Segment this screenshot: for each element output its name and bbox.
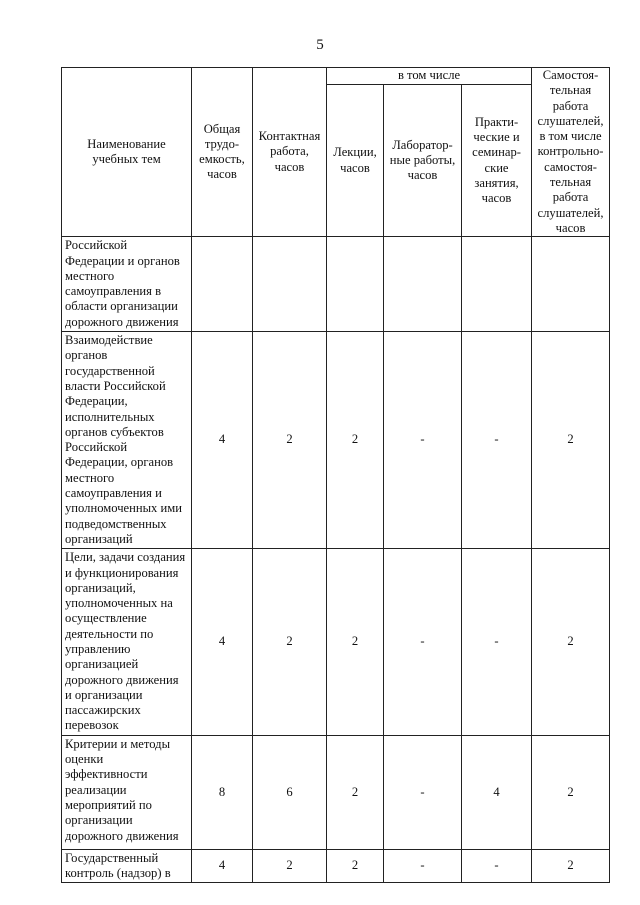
header-topic-name: Наименование учебных тем xyxy=(62,68,192,237)
header-practice: Практи- ческие и семинар- ские занятия, часов xyxy=(462,84,532,236)
contact-cell: 2 xyxy=(253,549,327,736)
header-lectures: Лекции, часов xyxy=(327,84,384,236)
total-cell: 4 xyxy=(192,849,253,883)
selfwork-cell: 2 xyxy=(532,332,610,549)
selfwork-cell: 2 xyxy=(532,549,610,736)
page-number: 5 xyxy=(316,37,324,53)
table-row xyxy=(62,735,610,849)
total-cell: 4 xyxy=(192,332,253,549)
lectures-cell: 2 xyxy=(327,549,384,736)
table-row xyxy=(62,549,610,736)
header-total-hours: Общая трудо- емкость, часов xyxy=(192,68,253,237)
lectures-cell xyxy=(327,237,384,332)
practice-cell: 4 xyxy=(462,735,532,849)
header-including: в том числе xyxy=(327,68,532,85)
lectures-cell: 2 xyxy=(327,849,384,883)
practice-cell: - xyxy=(462,332,532,549)
topic-cell: Государственный контроль (надзор) в xyxy=(62,849,192,883)
total-cell: 4 xyxy=(192,549,253,736)
selfwork-cell xyxy=(532,237,610,332)
topic-cell: Российской Федерации и органов местного самоуправления в области организации дорожного движения xyxy=(62,237,192,332)
lectures-cell: 2 xyxy=(327,735,384,849)
labs-cell: - xyxy=(384,735,462,849)
labs-cell xyxy=(384,237,462,332)
labs-cell: - xyxy=(384,332,462,549)
header-labs: Лаборатор- ные работы, часов xyxy=(384,84,462,236)
practice-cell xyxy=(462,237,532,332)
table-row xyxy=(62,237,610,332)
table-row xyxy=(62,849,610,883)
contact-cell: 6 xyxy=(253,735,327,849)
contact-cell xyxy=(253,237,327,332)
topic-cell: Критерии и методы оценки эффективности реализации мероприятий по организации дорожного движения xyxy=(62,735,192,849)
practice-cell: - xyxy=(462,549,532,736)
practice-cell: - xyxy=(462,849,532,883)
selfwork-cell: 2 xyxy=(532,849,610,883)
total-cell: 8 xyxy=(192,735,253,849)
labs-cell: - xyxy=(384,849,462,883)
header-contact-hours: Контактная работа, часов xyxy=(253,68,327,237)
curriculum-table xyxy=(61,67,610,883)
header-self-work: Самостоя- тельная работа слушателей, в том числе контрольно- самостоя- тельная работа слушателей, часов xyxy=(532,68,610,237)
lectures-cell: 2 xyxy=(327,332,384,549)
labs-cell: - xyxy=(384,549,462,736)
contact-cell: 2 xyxy=(253,849,327,883)
table-row xyxy=(62,332,610,549)
contact-cell: 2 xyxy=(253,332,327,549)
topic-cell: Взаимодействие органов государственной власти Российской Федерации, исполнительных органов субъектов Российской Федерации, органов местного самоуправления и уполномоченных ими подведомственных организаций xyxy=(62,332,192,549)
selfwork-cell: 2 xyxy=(532,735,610,849)
total-cell xyxy=(192,237,253,332)
topic-cell: Цели, задачи создания и функционирования организаций, уполномоченных на осуществление деятельности по управлению организацией дорожного движения и организации пассажирских перевозок xyxy=(62,549,192,736)
